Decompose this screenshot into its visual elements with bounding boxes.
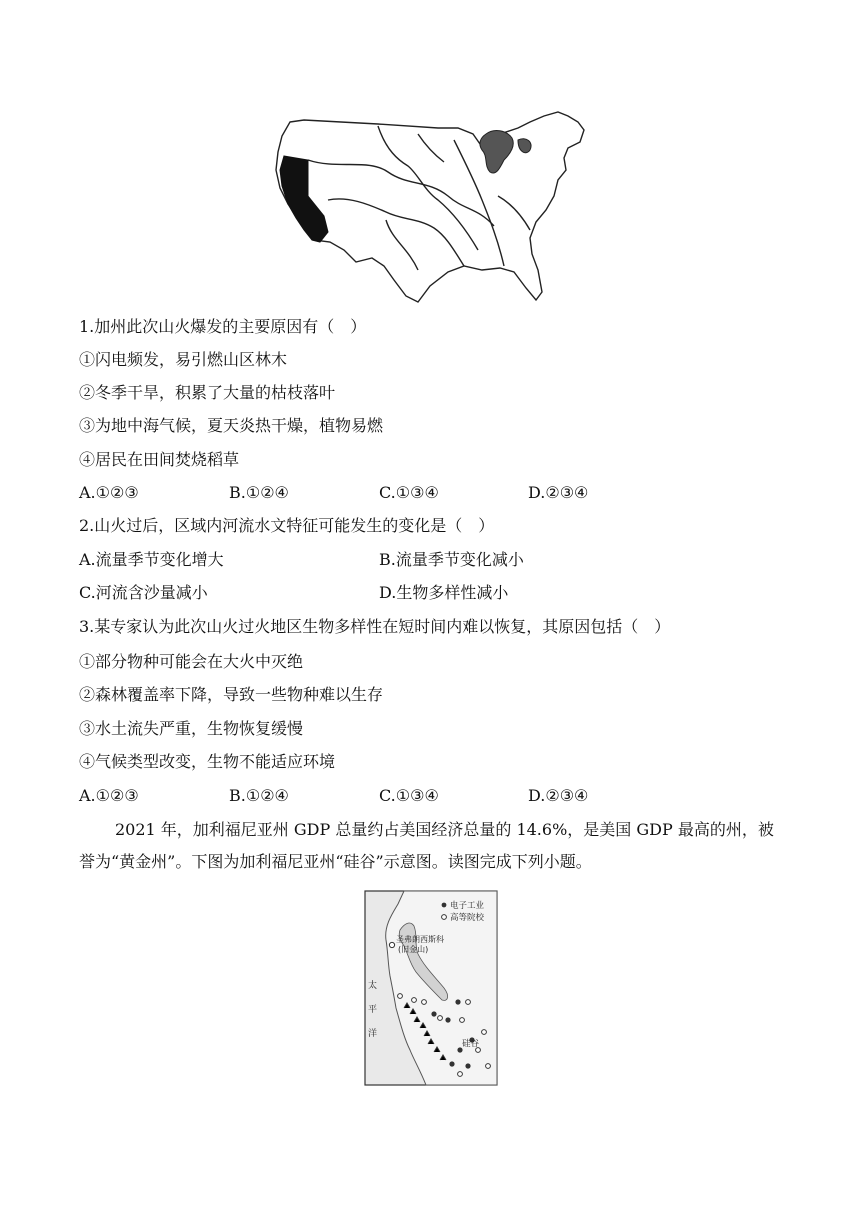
q3-statement-2: ②森林覆盖率下降，导致一些物种难以生存 [79, 685, 384, 704]
q1-statement-2: ②冬季干旱，积累了大量的枯枝落叶 [79, 383, 336, 402]
q3-stem: 3.某专家认为此次山火过火地区生物多样性在短时间内难以恢复，其原因包括（ ） [79, 617, 671, 636]
valley-label: 硅谷 [462, 1039, 480, 1049]
q1-option-d[interactable]: D.②③④ [528, 483, 589, 502]
legend-universities: 高等院校 [450, 913, 485, 923]
river-1 [308, 160, 494, 226]
river-5 [386, 220, 418, 270]
q1-option-c[interactable]: C.①③④ [379, 483, 439, 502]
us-outline [276, 112, 584, 302]
q1-stem: 1.加州此次山火爆发的主要原因有（ ） [79, 317, 367, 336]
q3-statement-4: ④气候类型改变，生物不能适应环境 [79, 752, 336, 771]
silicon-valley-map [364, 890, 498, 1086]
river-6 [498, 196, 530, 230]
q2-option-b[interactable]: B.流量季节变化减小 [379, 550, 524, 569]
q1-statement-3: ③为地中海气候，夏天炎热干燥，植物易燃 [79, 416, 384, 435]
q3-statement-3: ③水土流失严重，生物恢复缓慢 [79, 719, 304, 738]
river-3 [328, 199, 464, 266]
q2-option-c[interactable]: C.河流含沙量减小 [79, 583, 208, 602]
river-7 [418, 134, 444, 162]
q1-statement-4: ④居民在田间焚烧稻草 [79, 450, 240, 469]
ocean-label-3: 洋 [368, 1029, 378, 1039]
q2-option-d[interactable]: D.生物多样性减小 [379, 583, 509, 602]
q1-statement-1: ①闪电频发，易引燃山区林木 [79, 350, 288, 369]
q3-option-d[interactable]: D.②③④ [528, 786, 589, 805]
us-map [268, 100, 590, 306]
q2-option-a[interactable]: A.流量季节变化增大 [79, 550, 224, 569]
q2-stem: 2.山火过后，区域内河流水文特征可能发生的变化是（ ） [79, 516, 495, 535]
ocean-label-1: 太 [368, 981, 378, 991]
city-label-sf: 圣弗朗西斯科 [396, 935, 444, 944]
legend-electronics: 电子工业 [450, 901, 485, 911]
passage-text: 2021 年，加利福尼亚州 GDP 总量约占美国经济总量的 14.6%，是美国 GDP 最高的州，被誉为“黄金州”。下图为加利福尼亚州“硅谷”示意图。读图完成下列小题。 [79, 820, 774, 871]
q3-option-a[interactable]: A.①②③ [79, 786, 139, 805]
ocean-label-2: 平 [368, 1005, 378, 1015]
great-lakes [480, 131, 531, 174]
city-label-oldgold: (旧金山) [398, 945, 429, 954]
q3-option-c[interactable]: C.①③④ [379, 786, 439, 805]
california-shaded [280, 156, 328, 242]
q3-statement-1: ①部分物种可能会在大火中灭绝 [79, 652, 304, 671]
q1-option-b[interactable]: B.①②④ [229, 483, 289, 502]
passage [79, 814, 789, 878]
q3-option-b[interactable]: B.①②④ [229, 786, 289, 805]
sf-marker [389, 942, 394, 947]
river-2 [378, 126, 478, 250]
q1-option-a[interactable]: A.①②③ [79, 483, 139, 502]
